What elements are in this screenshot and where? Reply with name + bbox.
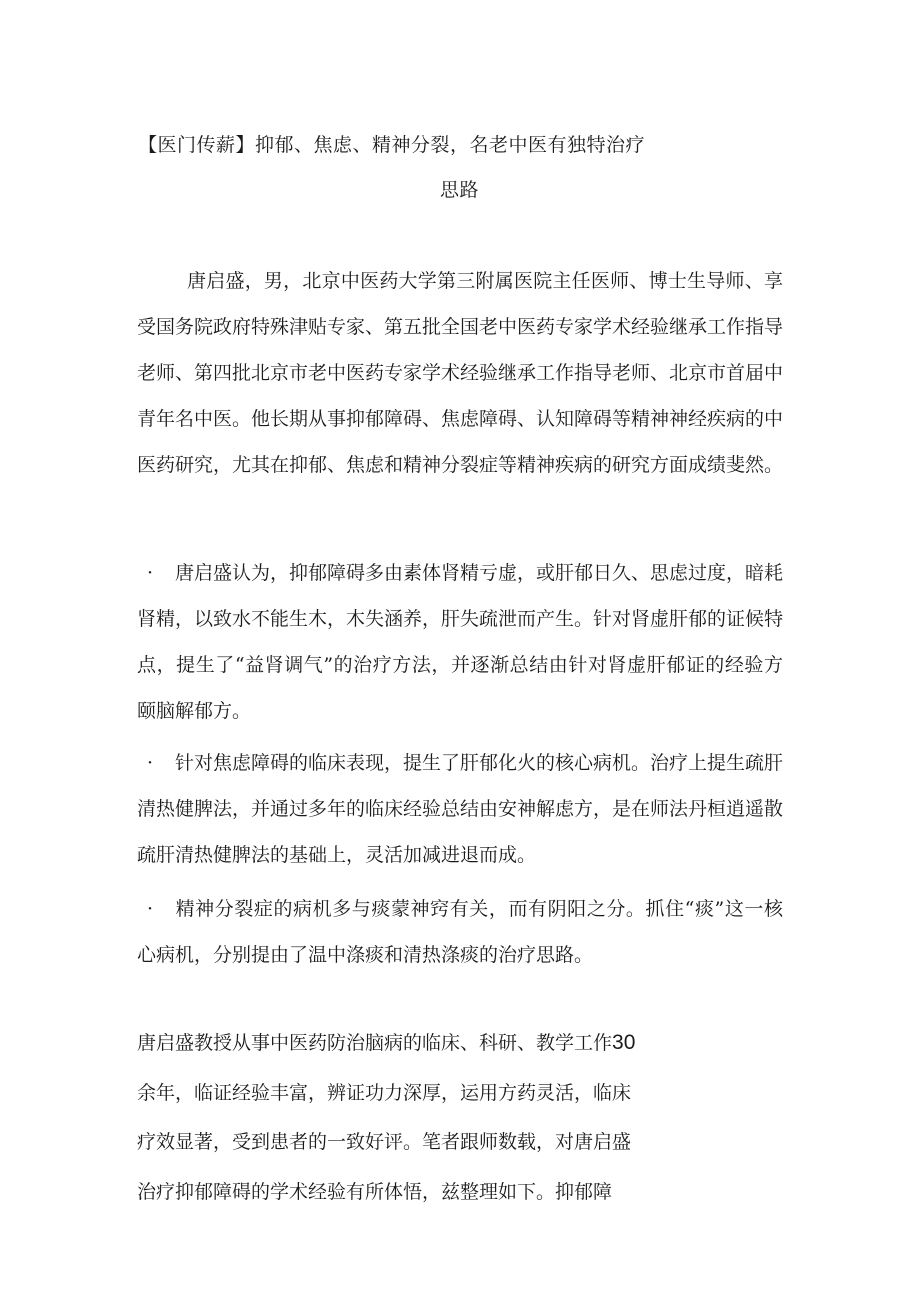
closing-line-1 (137, 1028, 635, 1055)
intro-paragraph: 唐启盛，男，北京中医药大学第三附属医院主任医师、博士生导师、享受国务院政府特殊津贴专家、第五批全国老中医药专家学术经验继承工作指导老师、第四批北京市老中医药专家学术经验继承工作指导老师、北京市首届中青年名中医。他长期从事抑郁障碍、焦虑障碍、认知障碍等精神神经疾病的中医药研究，尤其在抑郁、焦虑和精神分裂症等精神疾病的研究方面成绩斐然。 (137, 270, 784, 476)
closing-line-1-text: 唐启盛教授从事中医药防治脑病的临床、科研、教学工作 (137, 1032, 613, 1054)
bullet-marker: · (147, 562, 154, 584)
article-title-line-1: 【医门传薪】抑郁、焦虑、精神分裂，名老中医有独特治疗 (138, 134, 646, 156)
closing-line-2: 余年，临证经验丰富，辨证功力深厚，运用方药灵活，临床 (137, 1082, 632, 1104)
bullet-text: 精神分裂症的病机多与痰蒙神窍有关，而有阴阳之分。抓住“痰”这一核心病机，分别提由了温中涤痰和清热涤痰的治疗思路。 (137, 898, 783, 966)
bullet-text: 唐启盛认为，抑郁障碍多由素体肾精亏虚，或肝郁日久、思虑过度，暗耗肾精，以致水不能生木，木失涵养，肝失疏泄而产生。针对肾虚肝郁的证候特点，提生了“益肾调气”的治疗方法，并逐渐总结由针对肾虚肝郁证的经验方颐脑解郁方。 (137, 562, 784, 722)
bullet-paragraph-2 (137, 740, 783, 878)
closing-line-3: 疗效显著，受到患者的一致好评。笔者跟师数载，对唐启盛 (137, 1131, 632, 1153)
closing-line-4: 治疗抑郁障碍的学术经验有所体悟，兹整理如下。抑郁障 (137, 1181, 613, 1203)
years-number: 30 (612, 1031, 636, 1054)
bullet-paragraph-1 (137, 550, 783, 734)
bullet-marker: · (147, 898, 154, 920)
article-title-line-2: 思路 (440, 179, 480, 201)
bullet-paragraph-3 (137, 886, 783, 978)
bullet-text: 针对焦虑障碍的临床表现，提生了肝郁化火的核心病机。治疗上提生疏肝清热健脾法，并通过多年的临床经验总结由安神解虑方，是在师法丹桓逍遥散疏肝清热健脾法的基础上，灵活加减进退而成。 (137, 752, 784, 866)
bullet-marker: · (147, 752, 154, 774)
